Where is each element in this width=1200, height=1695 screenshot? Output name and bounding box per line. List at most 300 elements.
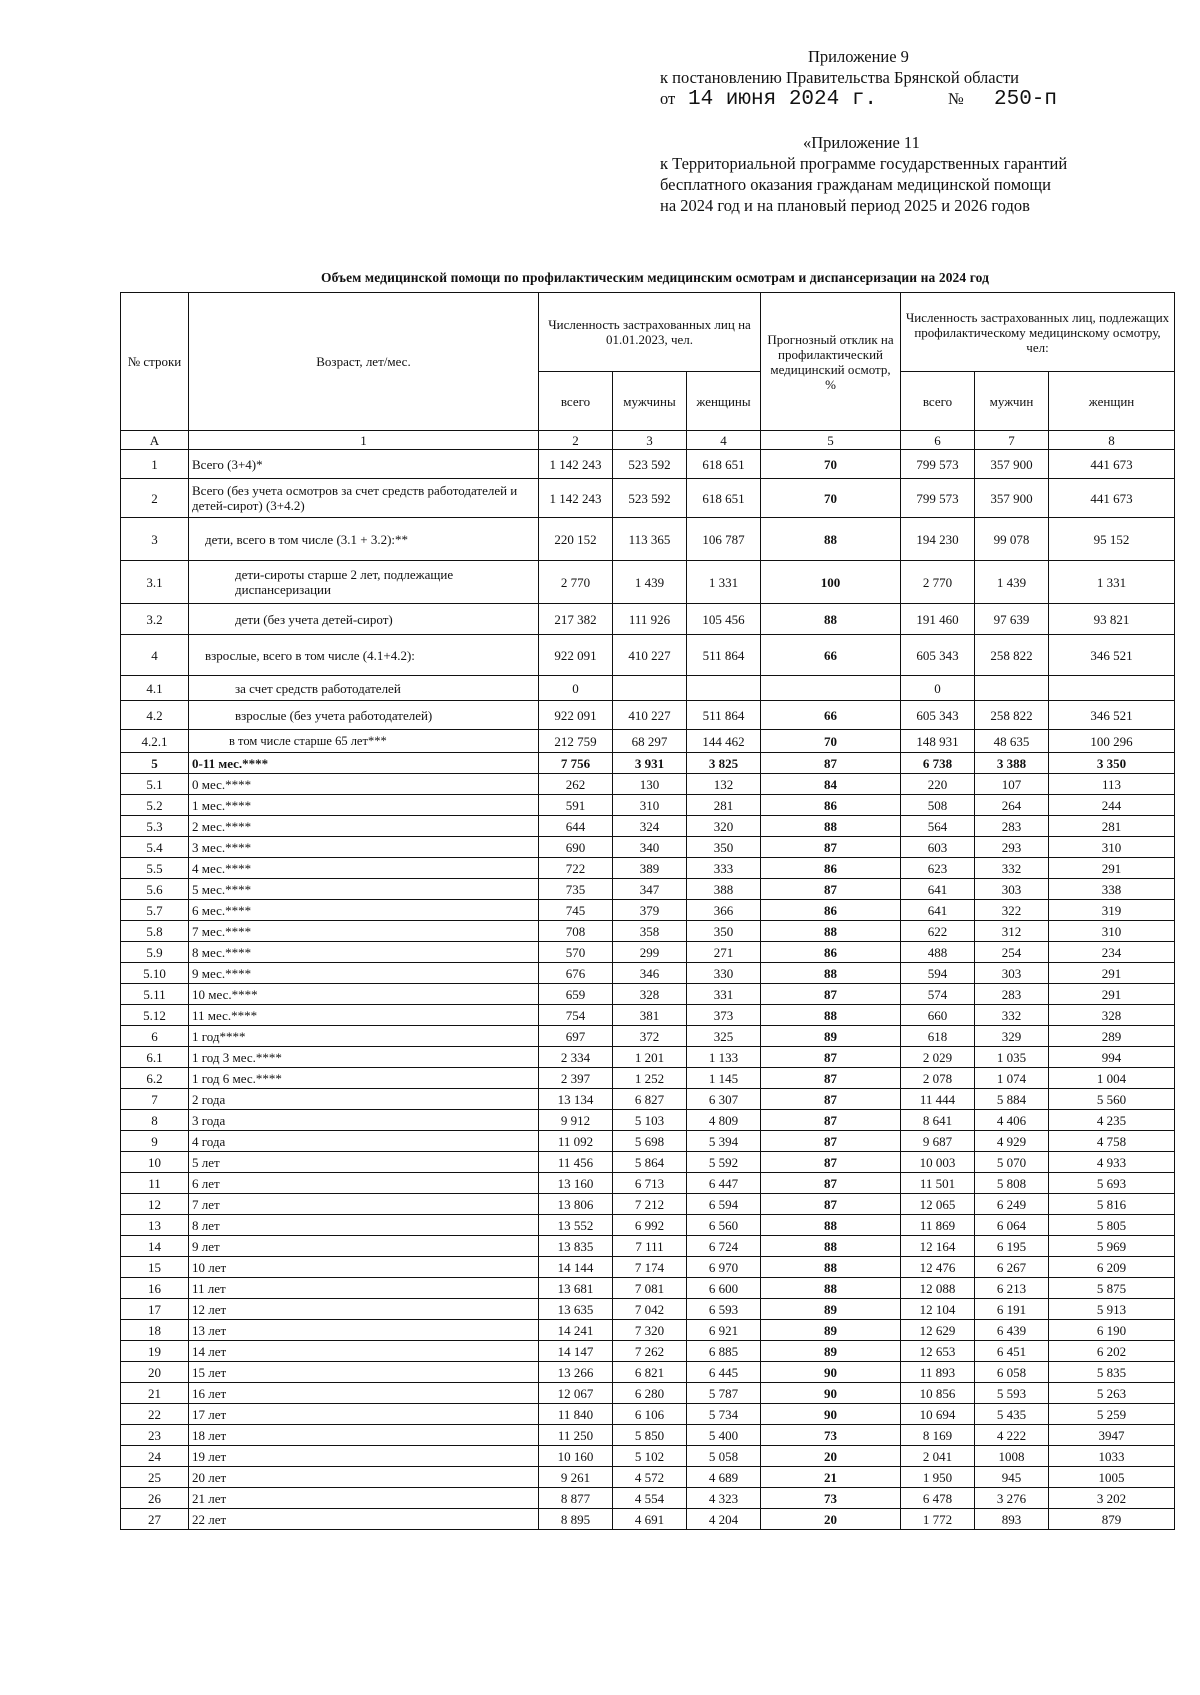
- age-cell: 8 мес.****: [189, 942, 539, 963]
- response-cell: 87: [761, 1068, 901, 1089]
- insured-total-cell: 11 250: [539, 1425, 613, 1446]
- table-row: [121, 701, 1175, 730]
- insured-men-cell: 7 262: [613, 1341, 687, 1362]
- insured-men-cell: 113 365: [613, 518, 687, 561]
- subject-women-cell: 3 350: [1049, 753, 1175, 774]
- row-number-cell: 7: [121, 1089, 189, 1110]
- age-cell: 14 лет: [189, 1341, 539, 1362]
- insured-women-cell: 6 921: [687, 1320, 761, 1341]
- insured-men-cell: 6 827: [613, 1089, 687, 1110]
- insured-men-cell: 410 227: [613, 635, 687, 676]
- table-row: [121, 1152, 1175, 1173]
- insured-women-cell: 5 592: [687, 1152, 761, 1173]
- table-row: [121, 1257, 1175, 1278]
- row-number-cell: 3.2: [121, 604, 189, 635]
- insured-women-cell: 6 885: [687, 1341, 761, 1362]
- table-row: [121, 604, 1175, 635]
- insured-men-cell: 1 439: [613, 561, 687, 604]
- row-number-cell: 21: [121, 1383, 189, 1404]
- subject-women-cell: 879: [1049, 1509, 1175, 1530]
- insured-women-cell: 6 445: [687, 1362, 761, 1383]
- insured-total-cell: 9 261: [539, 1467, 613, 1488]
- table-row: [121, 1131, 1175, 1152]
- subject-total-cell: 1 772: [901, 1509, 975, 1530]
- row-number-cell: 6.2: [121, 1068, 189, 1089]
- subject-total-cell: 11 444: [901, 1089, 975, 1110]
- insured-women-cell: 4 809: [687, 1110, 761, 1131]
- subject-men-cell: 945: [975, 1467, 1049, 1488]
- subject-total-cell: 799 573: [901, 450, 975, 479]
- program-line-3: на 2024 год и на плановый период 2025 и 2026 годов: [660, 196, 1030, 215]
- age-cell: 19 лет: [189, 1446, 539, 1467]
- insured-men-cell: 358: [613, 921, 687, 942]
- response-cell: 88: [761, 1278, 901, 1299]
- subject-men-cell: 5 070: [975, 1152, 1049, 1173]
- subject-total-cell: 2 029: [901, 1047, 975, 1068]
- insured-women-cell: 331: [687, 984, 761, 1005]
- insured-women-cell: 6 560: [687, 1215, 761, 1236]
- insured-total-cell: 11 092: [539, 1131, 613, 1152]
- row-number-cell: 5.11: [121, 984, 189, 1005]
- response-cell: 90: [761, 1404, 901, 1425]
- age-cell: 1 мес.****: [189, 795, 539, 816]
- insured-total-cell: 697: [539, 1026, 613, 1047]
- document-header: [660, 46, 1150, 216]
- subject-men-cell: 258 822: [975, 701, 1049, 730]
- age-cell: взрослые (без учета работодателей): [189, 701, 539, 730]
- subject-total-cell: 10 694: [901, 1404, 975, 1425]
- row-number-cell: 25: [121, 1467, 189, 1488]
- number-sign: №: [948, 89, 964, 108]
- row-number-cell: 15: [121, 1257, 189, 1278]
- age-cell: 9 лет: [189, 1236, 539, 1257]
- subject-men-cell: 1 439: [975, 561, 1049, 604]
- subject-total-cell: 220: [901, 774, 975, 795]
- response-cell: 100: [761, 561, 901, 604]
- subject-total-cell: 12 476: [901, 1257, 975, 1278]
- table-row: [121, 561, 1175, 604]
- subject-women-cell: 5 835: [1049, 1362, 1175, 1383]
- column-letter: 2: [539, 431, 613, 450]
- age-cell: 6 лет: [189, 1173, 539, 1194]
- age-cell: 3 мес.****: [189, 837, 539, 858]
- insured-total-cell: 708: [539, 921, 613, 942]
- subject-women-cell: 6 190: [1049, 1320, 1175, 1341]
- row-number-cell: 13: [121, 1215, 189, 1236]
- table-row: [121, 984, 1175, 1005]
- age-cell: 12 лет: [189, 1299, 539, 1320]
- insured-men-cell: 6 821: [613, 1362, 687, 1383]
- insured-women-cell: 1 145: [687, 1068, 761, 1089]
- insured-total-cell: 13 806: [539, 1194, 613, 1215]
- subject-men-cell: 322: [975, 900, 1049, 921]
- subject-women-cell: 346 521: [1049, 701, 1175, 730]
- subject-women-cell: 4 758: [1049, 1131, 1175, 1152]
- insured-total-cell: 659: [539, 984, 613, 1005]
- subject-total-cell: 0: [901, 676, 975, 701]
- age-cell: 4 мес.****: [189, 858, 539, 879]
- insured-men-cell: 5 850: [613, 1425, 687, 1446]
- response-cell: 89: [761, 1320, 901, 1341]
- age-cell: взрослые, всего в том числе (4.1+4.2):: [189, 635, 539, 676]
- date-number-row: [660, 88, 1150, 120]
- insured-men-cell: 347: [613, 879, 687, 900]
- insured-total-cell: 2 770: [539, 561, 613, 604]
- age-cell: дети, всего в том числе (3.1 + 3.2):**: [189, 518, 539, 561]
- subject-total-cell: 8 641: [901, 1110, 975, 1131]
- response-cell: 86: [761, 900, 901, 921]
- age-cell: 2 года: [189, 1089, 539, 1110]
- subject-total-cell: 1 950: [901, 1467, 975, 1488]
- insured-women-cell: 6 970: [687, 1257, 761, 1278]
- table-row: [121, 635, 1175, 676]
- response-cell: 88: [761, 1257, 901, 1278]
- subject-total-cell: 2 078: [901, 1068, 975, 1089]
- table-row: [121, 837, 1175, 858]
- response-cell: 87: [761, 1194, 901, 1215]
- subject-total-cell: 660: [901, 1005, 975, 1026]
- table-row: [121, 879, 1175, 900]
- subject-men-cell: 6 249: [975, 1194, 1049, 1215]
- insured-men-cell: 130: [613, 774, 687, 795]
- insured-women-cell: 144 462: [687, 730, 761, 753]
- response-cell: 66: [761, 635, 901, 676]
- insured-men-cell: 328: [613, 984, 687, 1005]
- insured-total-cell: 13 635: [539, 1299, 613, 1320]
- age-cell: в том числе старше 65 лет***: [189, 730, 539, 753]
- table-row: [121, 676, 1175, 701]
- subject-total-cell: 574: [901, 984, 975, 1005]
- row-number-cell: 23: [121, 1425, 189, 1446]
- row-number-cell: 5.10: [121, 963, 189, 984]
- response-cell: 88: [761, 518, 901, 561]
- subject-women-cell: 441 673: [1049, 450, 1175, 479]
- insured-total-cell: 754: [539, 1005, 613, 1026]
- insured-women-cell: 5 400: [687, 1425, 761, 1446]
- subject-men-cell: 6 058: [975, 1362, 1049, 1383]
- insured-total-cell: 13 266: [539, 1362, 613, 1383]
- response-cell: 70: [761, 450, 901, 479]
- subject-women-cell: 5 693: [1049, 1173, 1175, 1194]
- response-cell: 20: [761, 1509, 901, 1530]
- subject-men-cell: 6 439: [975, 1320, 1049, 1341]
- table-row: [121, 479, 1175, 518]
- subject-women-cell: 5 913: [1049, 1299, 1175, 1320]
- row-number-cell: 5: [121, 753, 189, 774]
- subject-women-cell: 291: [1049, 858, 1175, 879]
- medical-exam-table: [120, 292, 1175, 1530]
- row-number-cell: 24: [121, 1446, 189, 1467]
- response-cell: 66: [761, 701, 901, 730]
- age-cell: 9 мес.****: [189, 963, 539, 984]
- insured-men-cell: 4 572: [613, 1467, 687, 1488]
- response-cell: 73: [761, 1488, 901, 1509]
- subject-women-cell: 319: [1049, 900, 1175, 921]
- insured-total-cell: 13 552: [539, 1215, 613, 1236]
- insured-women-cell: 6 593: [687, 1299, 761, 1320]
- insured-women-cell: 388: [687, 879, 761, 900]
- subject-men-cell: 99 078: [975, 518, 1049, 561]
- subject-total-cell: 488: [901, 942, 975, 963]
- insured-men-cell: 5 864: [613, 1152, 687, 1173]
- table-row: [121, 900, 1175, 921]
- insured-women-cell: 5 787: [687, 1383, 761, 1404]
- column-letter: 8: [1049, 431, 1175, 450]
- row-number-cell: 1: [121, 450, 189, 479]
- subject-women-cell: 6 202: [1049, 1341, 1175, 1362]
- age-cell: 0-11 мес.****: [189, 753, 539, 774]
- table-row: [121, 1194, 1175, 1215]
- response-cell: 70: [761, 479, 901, 518]
- row-number-cell: 5.2: [121, 795, 189, 816]
- age-cell: 22 лет: [189, 1509, 539, 1530]
- table-row: [121, 1509, 1175, 1530]
- subject-men-cell: 258 822: [975, 635, 1049, 676]
- subject-total-cell: 622: [901, 921, 975, 942]
- subject-total-cell: 194 230: [901, 518, 975, 561]
- age-cell: 1 год 3 мес.****: [189, 1047, 539, 1068]
- response-cell: 88: [761, 1236, 901, 1257]
- age-cell: 10 мес.****: [189, 984, 539, 1005]
- resolution-number: 250-п: [994, 88, 1058, 111]
- insured-men-cell: 340: [613, 837, 687, 858]
- insured-total-cell: 217 382: [539, 604, 613, 635]
- subject-men-cell: 1 035: [975, 1047, 1049, 1068]
- response-cell: 70: [761, 730, 901, 753]
- subject-total-cell: 12 065: [901, 1194, 975, 1215]
- subject-total-cell: 12 629: [901, 1320, 975, 1341]
- insured-total-cell: 644: [539, 816, 613, 837]
- subject-women-cell: 5 816: [1049, 1194, 1175, 1215]
- response-cell: 86: [761, 942, 901, 963]
- insured-women-cell: 6 594: [687, 1194, 761, 1215]
- header-total: всего: [539, 372, 613, 431]
- insured-men-cell: 4 691: [613, 1509, 687, 1530]
- subject-men-cell: 283: [975, 816, 1049, 837]
- table-row: [121, 963, 1175, 984]
- subject-total-cell: 641: [901, 900, 975, 921]
- insured-men-cell: 523 592: [613, 479, 687, 518]
- insured-women-cell: 105 456: [687, 604, 761, 635]
- subject-total-cell: 191 460: [901, 604, 975, 635]
- insured-women-cell: 618 651: [687, 479, 761, 518]
- insured-men-cell: 410 227: [613, 701, 687, 730]
- insured-total-cell: 11 840: [539, 1404, 613, 1425]
- insured-men-cell: 5 698: [613, 1131, 687, 1152]
- subject-total-cell: 9 687: [901, 1131, 975, 1152]
- subject-men-cell: 357 900: [975, 450, 1049, 479]
- insured-men-cell: 379: [613, 900, 687, 921]
- row-number-cell: 16: [121, 1278, 189, 1299]
- subject-total-cell: 605 343: [901, 635, 975, 676]
- table-row: [121, 1068, 1175, 1089]
- subject-women-cell: 100 296: [1049, 730, 1175, 753]
- response-cell: [761, 676, 901, 701]
- insured-women-cell: 325: [687, 1026, 761, 1047]
- insured-women-cell: 5 058: [687, 1446, 761, 1467]
- insured-total-cell: 735: [539, 879, 613, 900]
- age-cell: 4 года: [189, 1131, 539, 1152]
- insured-women-cell: 271: [687, 942, 761, 963]
- age-cell: дети (без учета детей-сирот): [189, 604, 539, 635]
- insured-women-cell: 4 323: [687, 1488, 761, 1509]
- table-row: [121, 1110, 1175, 1131]
- row-number-cell: 6: [121, 1026, 189, 1047]
- subject-women-cell: 93 821: [1049, 604, 1175, 635]
- insured-men-cell: 4 554: [613, 1488, 687, 1509]
- age-cell: 2 мес.****: [189, 816, 539, 837]
- age-cell: 3 года: [189, 1110, 539, 1131]
- insured-women-cell: 511 864: [687, 635, 761, 676]
- subject-men-cell: 254: [975, 942, 1049, 963]
- response-cell: 90: [761, 1362, 901, 1383]
- table-row: [121, 1320, 1175, 1341]
- response-cell: 87: [761, 1047, 901, 1068]
- row-number-cell: 5.1: [121, 774, 189, 795]
- response-cell: 20: [761, 1446, 901, 1467]
- table-row: [121, 1383, 1175, 1404]
- row-number-cell: 12: [121, 1194, 189, 1215]
- resolution-date: 14 июня 2024 г.: [688, 88, 878, 111]
- column-letter: 1: [189, 431, 539, 450]
- response-cell: 87: [761, 1152, 901, 1173]
- program-line-1: к Территориальной программе государственных гарантий: [660, 154, 1068, 173]
- subject-women-cell: 328: [1049, 1005, 1175, 1026]
- subject-men-cell: 283: [975, 984, 1049, 1005]
- age-cell: 10 лет: [189, 1257, 539, 1278]
- row-number-cell: 18: [121, 1320, 189, 1341]
- subject-women-cell: 346 521: [1049, 635, 1175, 676]
- insured-total-cell: 7 756: [539, 753, 613, 774]
- row-number-cell: 14: [121, 1236, 189, 1257]
- row-number-cell: 27: [121, 1509, 189, 1530]
- response-cell: 89: [761, 1299, 901, 1320]
- table-row: [121, 1047, 1175, 1068]
- response-cell: 88: [761, 921, 901, 942]
- age-cell: 1 год 6 мес.****: [189, 1068, 539, 1089]
- insured-total-cell: 922 091: [539, 701, 613, 730]
- insured-women-cell: 5 394: [687, 1131, 761, 1152]
- subject-women-cell: 291: [1049, 984, 1175, 1005]
- age-cell: 11 мес.****: [189, 1005, 539, 1026]
- subject-men-cell: 329: [975, 1026, 1049, 1047]
- subject-total-cell: 508: [901, 795, 975, 816]
- table-row: [121, 1215, 1175, 1236]
- row-number-cell: 6.1: [121, 1047, 189, 1068]
- insured-men-cell: [613, 676, 687, 701]
- insured-women-cell: 106 787: [687, 518, 761, 561]
- row-number-cell: 4.2.1: [121, 730, 189, 753]
- subject-women-cell: 6 209: [1049, 1257, 1175, 1278]
- date-prefix: от: [660, 89, 676, 108]
- age-cell: 16 лет: [189, 1383, 539, 1404]
- insured-men-cell: 5 102: [613, 1446, 687, 1467]
- table-row: [121, 1299, 1175, 1320]
- row-number-cell: 4: [121, 635, 189, 676]
- insured-total-cell: 13 134: [539, 1089, 613, 1110]
- insured-men-cell: 381: [613, 1005, 687, 1026]
- subject-women-cell: 1033: [1049, 1446, 1175, 1467]
- table-row: [121, 1404, 1175, 1425]
- subject-men-cell: 6 195: [975, 1236, 1049, 1257]
- row-number-cell: 26: [121, 1488, 189, 1509]
- subject-men-cell: 4 222: [975, 1425, 1049, 1446]
- insured-total-cell: 2 397: [539, 1068, 613, 1089]
- insured-total-cell: 690: [539, 837, 613, 858]
- subject-women-cell: 5 875: [1049, 1278, 1175, 1299]
- insured-total-cell: 11 456: [539, 1152, 613, 1173]
- subject-men-cell: 6 451: [975, 1341, 1049, 1362]
- row-number-cell: 2: [121, 479, 189, 518]
- subject-total-cell: 564: [901, 816, 975, 837]
- age-cell: 5 мес.****: [189, 879, 539, 900]
- insured-women-cell: 5 734: [687, 1404, 761, 1425]
- table-row: [121, 774, 1175, 795]
- insured-men-cell: 1 252: [613, 1068, 687, 1089]
- insured-women-cell: 366: [687, 900, 761, 921]
- table-row: [121, 816, 1175, 837]
- insured-total-cell: 13 681: [539, 1278, 613, 1299]
- response-cell: 73: [761, 1425, 901, 1446]
- subject-men-cell: 357 900: [975, 479, 1049, 518]
- subject-men-cell: 5 435: [975, 1404, 1049, 1425]
- subject-total-cell: 6 738: [901, 753, 975, 774]
- insured-men-cell: 6 713: [613, 1173, 687, 1194]
- subject-men-cell: 293: [975, 837, 1049, 858]
- age-cell: 5 лет: [189, 1152, 539, 1173]
- table-row: [121, 1173, 1175, 1194]
- row-number-cell: 5.5: [121, 858, 189, 879]
- insured-total-cell: 591: [539, 795, 613, 816]
- subject-total-cell: 2 041: [901, 1446, 975, 1467]
- table-row: [121, 450, 1175, 479]
- insured-women-cell: 4 689: [687, 1467, 761, 1488]
- column-letter: 5: [761, 431, 901, 450]
- row-number-cell: 5.12: [121, 1005, 189, 1026]
- subject-men-cell: 893: [975, 1509, 1049, 1530]
- insured-men-cell: 523 592: [613, 450, 687, 479]
- subject-men-cell: 107: [975, 774, 1049, 795]
- table-row: [121, 1089, 1175, 1110]
- response-cell: 88: [761, 816, 901, 837]
- insured-men-cell: 111 926: [613, 604, 687, 635]
- subject-total-cell: 11 893: [901, 1362, 975, 1383]
- subject-women-cell: 994: [1049, 1047, 1175, 1068]
- row-number-cell: 3.1: [121, 561, 189, 604]
- insured-total-cell: 1 142 243: [539, 450, 613, 479]
- insured-men-cell: 7 111: [613, 1236, 687, 1257]
- subject-men-cell: 1 074: [975, 1068, 1049, 1089]
- table-row: [121, 1236, 1175, 1257]
- response-cell: 87: [761, 984, 901, 1005]
- row-number-cell: 5.9: [121, 942, 189, 963]
- column-letter: 3: [613, 431, 687, 450]
- subject-men-cell: 303: [975, 879, 1049, 900]
- age-cell: 17 лет: [189, 1404, 539, 1425]
- row-number-cell: 19: [121, 1341, 189, 1362]
- subject-total-cell: 6 478: [901, 1488, 975, 1509]
- insured-men-cell: 310: [613, 795, 687, 816]
- resolution-label: к постановлению Правительства Брянской области: [660, 68, 1019, 87]
- insured-total-cell: 2 334: [539, 1047, 613, 1068]
- subject-men-cell: 4 929: [975, 1131, 1049, 1152]
- subject-total-cell: 10 856: [901, 1383, 975, 1404]
- subject-women-cell: [1049, 676, 1175, 701]
- table-row: [121, 795, 1175, 816]
- subject-women-cell: 5 263: [1049, 1383, 1175, 1404]
- insured-women-cell: 4 204: [687, 1509, 761, 1530]
- subject-total-cell: 799 573: [901, 479, 975, 518]
